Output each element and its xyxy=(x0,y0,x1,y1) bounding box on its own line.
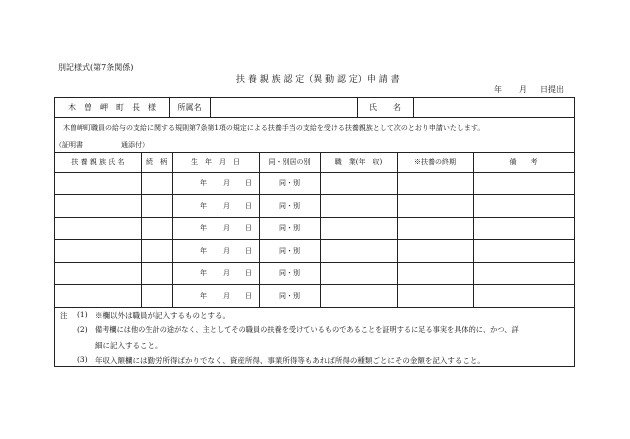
table-row-day: 日 xyxy=(245,179,252,187)
table-row-year: 年 xyxy=(200,247,207,255)
table-row-residence: 同・別 xyxy=(279,246,300,255)
table-row-residence: 同・別 xyxy=(279,291,300,300)
table-row-day: 日 xyxy=(245,224,252,232)
attachment-label: （証明書 xyxy=(55,141,83,149)
date-month: 月 xyxy=(519,85,527,94)
department-label: 所属名 xyxy=(177,103,202,112)
note-2-number: (2) xyxy=(77,325,88,334)
statement-text: 木曽岬町職員の給与の支給に関する規則第7条第1項の規定による扶養手当の支給を受ける扶養親族として次のとおり申請いたします。 xyxy=(63,124,485,132)
note-2-text: 備考欄には他の生計の途がなく、主としてその職員の扶養を受けているものであることを証明するに足る事実を具体的に、かつ、詳 xyxy=(95,325,519,334)
table-row-day: 日 xyxy=(245,247,252,255)
table-row-month: 月 xyxy=(223,247,230,255)
divider xyxy=(172,152,173,307)
note-1-number: (1) xyxy=(77,310,88,319)
note-1-text: ※欄以外は職員が記入するものとする。 xyxy=(95,311,230,320)
column-header-relationship: 続 柄 xyxy=(146,158,167,166)
column-header-residence: 同・別居の別 xyxy=(268,158,311,166)
divider xyxy=(55,307,574,308)
note-2-text-continued: 細に記入すること。 xyxy=(95,341,163,350)
note-3-number: (3) xyxy=(77,355,88,364)
column-header-remarks: 備 考 xyxy=(509,158,538,166)
table-row-month: 月 xyxy=(223,179,230,187)
table-row-year: 年 xyxy=(200,224,207,232)
application-form-table xyxy=(54,97,575,367)
form-reference: 別記様式(第7条関係) xyxy=(58,63,134,72)
name-label: 氏 名 xyxy=(369,103,401,112)
table-row-day: 日 xyxy=(245,269,252,277)
column-header-occupation: 職 業(年 収) xyxy=(334,158,383,166)
divider xyxy=(320,152,321,307)
department-field[interactable] xyxy=(210,98,357,117)
table-row-year: 年 xyxy=(200,269,207,277)
addressee-label: 木 曽 岬 町 長 様 xyxy=(68,103,156,112)
note-3-text: 年収入額欄には勤労所得ばかりでなく、資産所得、事業所得等もあれば所得の種類ごとにその金額を記入すること。 xyxy=(95,356,485,365)
column-header-dependent-name: 扶 養 親 族 氏 名 xyxy=(71,158,125,166)
table-row-year: 年 xyxy=(200,179,207,187)
name-field[interactable] xyxy=(413,98,574,117)
divider xyxy=(141,152,142,307)
notes-prefix: 注 xyxy=(60,311,68,320)
attachment-value: 通添付） xyxy=(121,141,149,149)
table-row-residence: 同・別 xyxy=(279,201,300,210)
table-row-month: 月 xyxy=(223,224,230,232)
page-title: 扶 養 親 族 認 定（異 動 認 定）申 請 書 xyxy=(236,75,400,85)
divider xyxy=(397,152,398,307)
column-header-birthdate: 生 年 月 日 xyxy=(191,158,240,166)
table-row-day: 日 xyxy=(245,202,252,210)
table-row-residence: 同・別 xyxy=(279,224,300,232)
table-row-year: 年 xyxy=(200,202,207,210)
divider xyxy=(55,117,574,118)
date-year: 年 xyxy=(494,85,502,94)
table-row-residence: 同・別 xyxy=(279,179,300,187)
table-row-month: 月 xyxy=(223,202,230,210)
table-row-day: 日 xyxy=(245,292,252,300)
column-header-support-end: ※扶養の終期 xyxy=(414,158,456,166)
table-row-month: 月 xyxy=(223,292,230,300)
date-submitted: 日提出 xyxy=(540,85,564,94)
table-row-month: 月 xyxy=(223,269,230,277)
table-row-residence: 同・別 xyxy=(279,269,300,277)
table-row-year: 年 xyxy=(200,292,207,300)
divider xyxy=(473,152,474,307)
